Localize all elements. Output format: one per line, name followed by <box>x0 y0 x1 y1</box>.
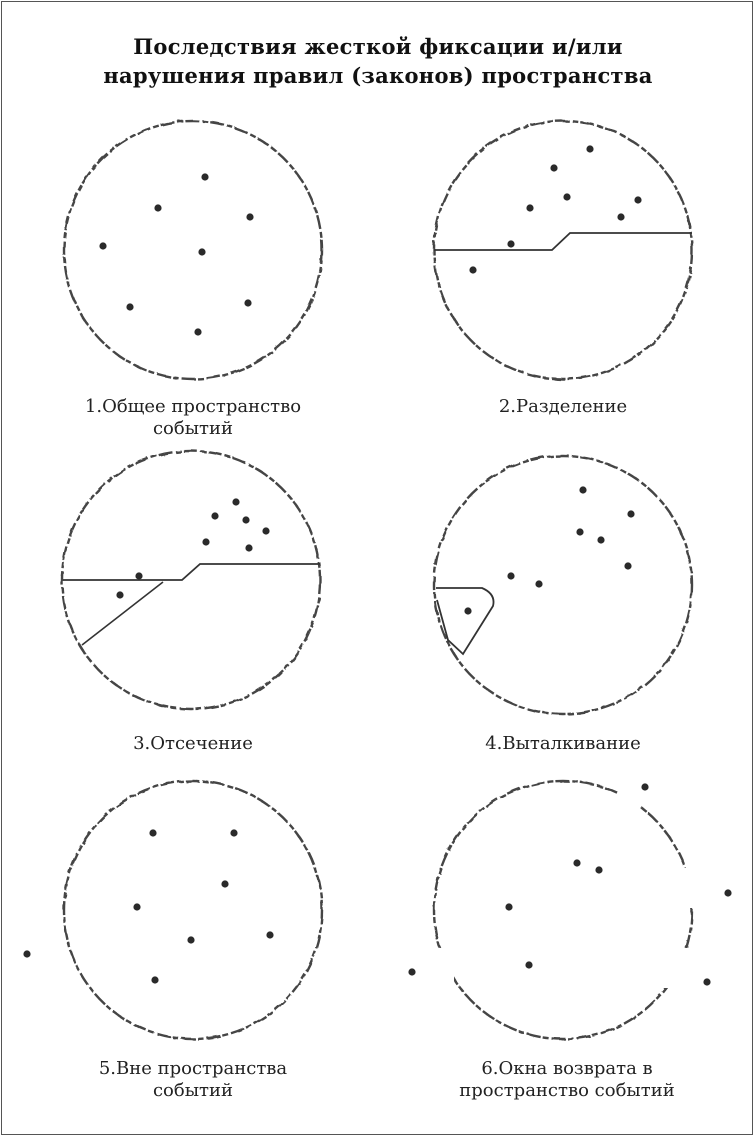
caption-panel-4 <box>413 733 713 755</box>
event-dot <box>617 213 624 220</box>
caption-line-1: 3.Отсечение <box>133 733 253 754</box>
event-dot <box>133 903 140 910</box>
outside-event-dot <box>724 889 731 896</box>
event-dot <box>232 498 239 505</box>
event-dot <box>211 512 218 519</box>
panel-1-general-space <box>64 121 322 379</box>
event-space-circle-6 <box>434 781 692 1039</box>
caption-panel-6 <box>417 1058 717 1102</box>
caption-panel-3 <box>43 733 343 755</box>
return-window <box>430 948 454 986</box>
return-window <box>676 868 698 908</box>
event-dot <box>135 572 142 579</box>
event-dot <box>201 173 208 180</box>
event-dot <box>230 829 237 836</box>
event-dot <box>634 196 641 203</box>
event-space-circle-5 <box>64 781 322 1039</box>
caption-line-1: 5.Вне пространства <box>98 1058 288 1079</box>
outside-event-dot <box>408 968 415 975</box>
outside-event-dot <box>641 783 648 790</box>
event-dot <box>187 936 194 943</box>
event-space-circle-1 <box>64 121 322 379</box>
event-dot <box>579 486 586 493</box>
event-dot <box>99 242 106 249</box>
event-dot <box>535 580 542 587</box>
event-dot <box>507 572 514 579</box>
cutoff-line <box>82 582 163 645</box>
caption-line-1: 1.Общее пространство <box>84 396 302 417</box>
caption-panel-2 <box>413 396 713 418</box>
event-dot <box>244 299 251 306</box>
title-line-1: Последствия жесткой фиксации и/или <box>133 34 623 59</box>
event-dot <box>246 213 253 220</box>
caption-line-1: 6.Окна возврата в <box>481 1058 653 1079</box>
outside-event-dot <box>23 950 30 957</box>
event-dot <box>595 866 602 873</box>
event-dot <box>507 240 514 247</box>
caption-line-2: событий <box>152 1080 234 1101</box>
caption-line-2: событий <box>152 418 234 439</box>
return-window <box>664 948 690 988</box>
event-dot <box>627 510 634 517</box>
caption-line-1: 4.Выталкивание <box>485 733 641 754</box>
event-dot <box>563 193 570 200</box>
event-dot <box>550 164 557 171</box>
event-dot <box>262 527 269 534</box>
event-dot <box>242 516 249 523</box>
separation-line <box>63 564 320 580</box>
return-window <box>618 776 640 814</box>
caption-panel-1 <box>43 396 343 440</box>
event-space-circle-4 <box>434 456 692 714</box>
caption-line-2: пространство событий <box>459 1080 675 1101</box>
event-dot <box>526 204 533 211</box>
event-dot <box>194 328 201 335</box>
event-dot <box>154 204 161 211</box>
pushout-pocket <box>436 588 494 654</box>
event-dot <box>198 248 205 255</box>
event-dot <box>149 829 156 836</box>
event-dot <box>266 931 273 938</box>
event-dot <box>573 859 580 866</box>
event-dot <box>126 303 133 310</box>
event-dot <box>576 528 583 535</box>
event-dot <box>116 591 123 598</box>
panel-6-return-windows <box>408 776 731 1039</box>
event-dot <box>221 880 228 887</box>
separation-line <box>434 233 692 250</box>
event-dot <box>525 961 532 968</box>
event-dot <box>586 145 593 152</box>
outside-event-dot <box>703 978 710 985</box>
event-dot <box>505 903 512 910</box>
event-dot <box>151 976 158 983</box>
event-dot <box>597 536 604 543</box>
caption-line-1: 2.Разделение <box>498 396 628 417</box>
caption-panel-5 <box>43 1058 343 1102</box>
panel-4-pushout <box>434 456 692 714</box>
panel-5-outside-space <box>23 781 322 1039</box>
title-line-2: нарушения правил (законов) пространства <box>103 63 653 88</box>
panel-2-separation <box>434 121 692 379</box>
panel-3-cutoff <box>62 451 320 709</box>
event-dot <box>202 538 209 545</box>
event-dot <box>469 266 476 273</box>
event-dot <box>624 562 631 569</box>
event-dot <box>464 607 471 614</box>
event-dot <box>245 544 252 551</box>
